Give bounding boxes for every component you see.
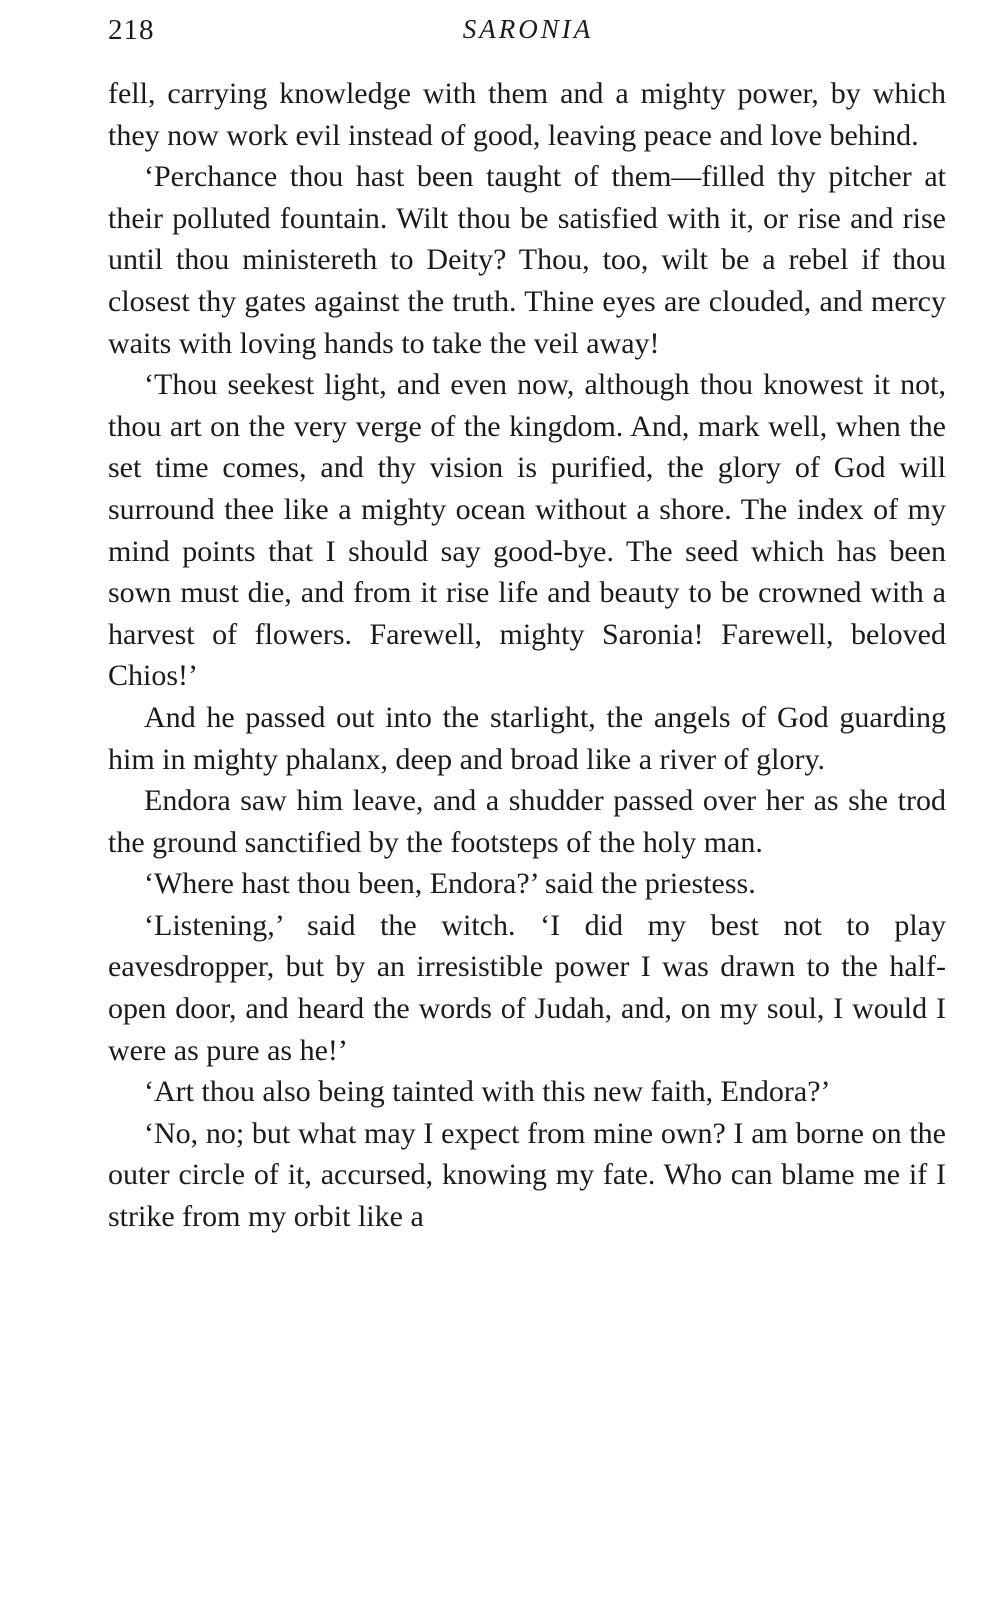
body-text xyxy=(108,73,946,1238)
paragraph-1: fell, carrying knowledge with them and a mighty power, by which they now work evil instead of good, leaving peace and love behind. xyxy=(108,77,946,152)
paragraph-2: ‘Perchance thou hast been taught of them—filled thy pitcher at their polluted fountain. Wilt thou be satisfied with it, or rise and rise until thou ministereth to Deity? Thou, too, wilt be a rebel if thou closest thy gates against the truth. Thine eyes are clouded, and mercy waits with loving hands to take the veil away! xyxy=(108,160,946,360)
paragraph-6: ‘Where hast thou been, Endora?’ said the priestess. xyxy=(144,867,756,901)
paragraph-8: ‘Art thou also being tainted with this new faith, Endora?’ xyxy=(144,1075,831,1109)
paragraph-4: And he passed out into the starlight, the angels of God guarding him in mighty phalanx, deep and broad like a river of glory. xyxy=(108,700,946,776)
running-head xyxy=(108,14,948,54)
page-number: 218 xyxy=(108,14,155,46)
paragraph-7: ‘Listening,’ said the witch. ‘I did my best not to play eavesdropper, but by an irresistible power I was drawn to the half-open door, and heard the words of Judah, and, on my soul, I would I were as pure as he!’ xyxy=(108,908,946,1067)
paragraph-9: ‘No, no; but what may I expect from mine own? I am borne on the outer circle of it, accursed, knowing my fate. Who can blame me if I strike from my orbit like a xyxy=(108,1116,946,1234)
running-title: SARONIA xyxy=(462,14,594,44)
paragraph-3: ‘Thou seekest light, and even now, although thou knowest it not, thou art on the very verge of the kingdom. And, mark well, when the set time comes, and thy vision is purified, the glory of God will surround thee like a mighty ocean without a shore. The index of my mind points that I should say good-bye. The seed which has been sown must die, and from it rise life and beauty to be crowned with a harvest of flowers. Farewell, mighty Saronia! Farewell, beloved Chios!’ xyxy=(108,368,946,693)
paragraph-5: Endora saw him leave, and a shudder passed over her as she trod the ground sanctified by the footsteps of the holy man. xyxy=(108,784,946,859)
